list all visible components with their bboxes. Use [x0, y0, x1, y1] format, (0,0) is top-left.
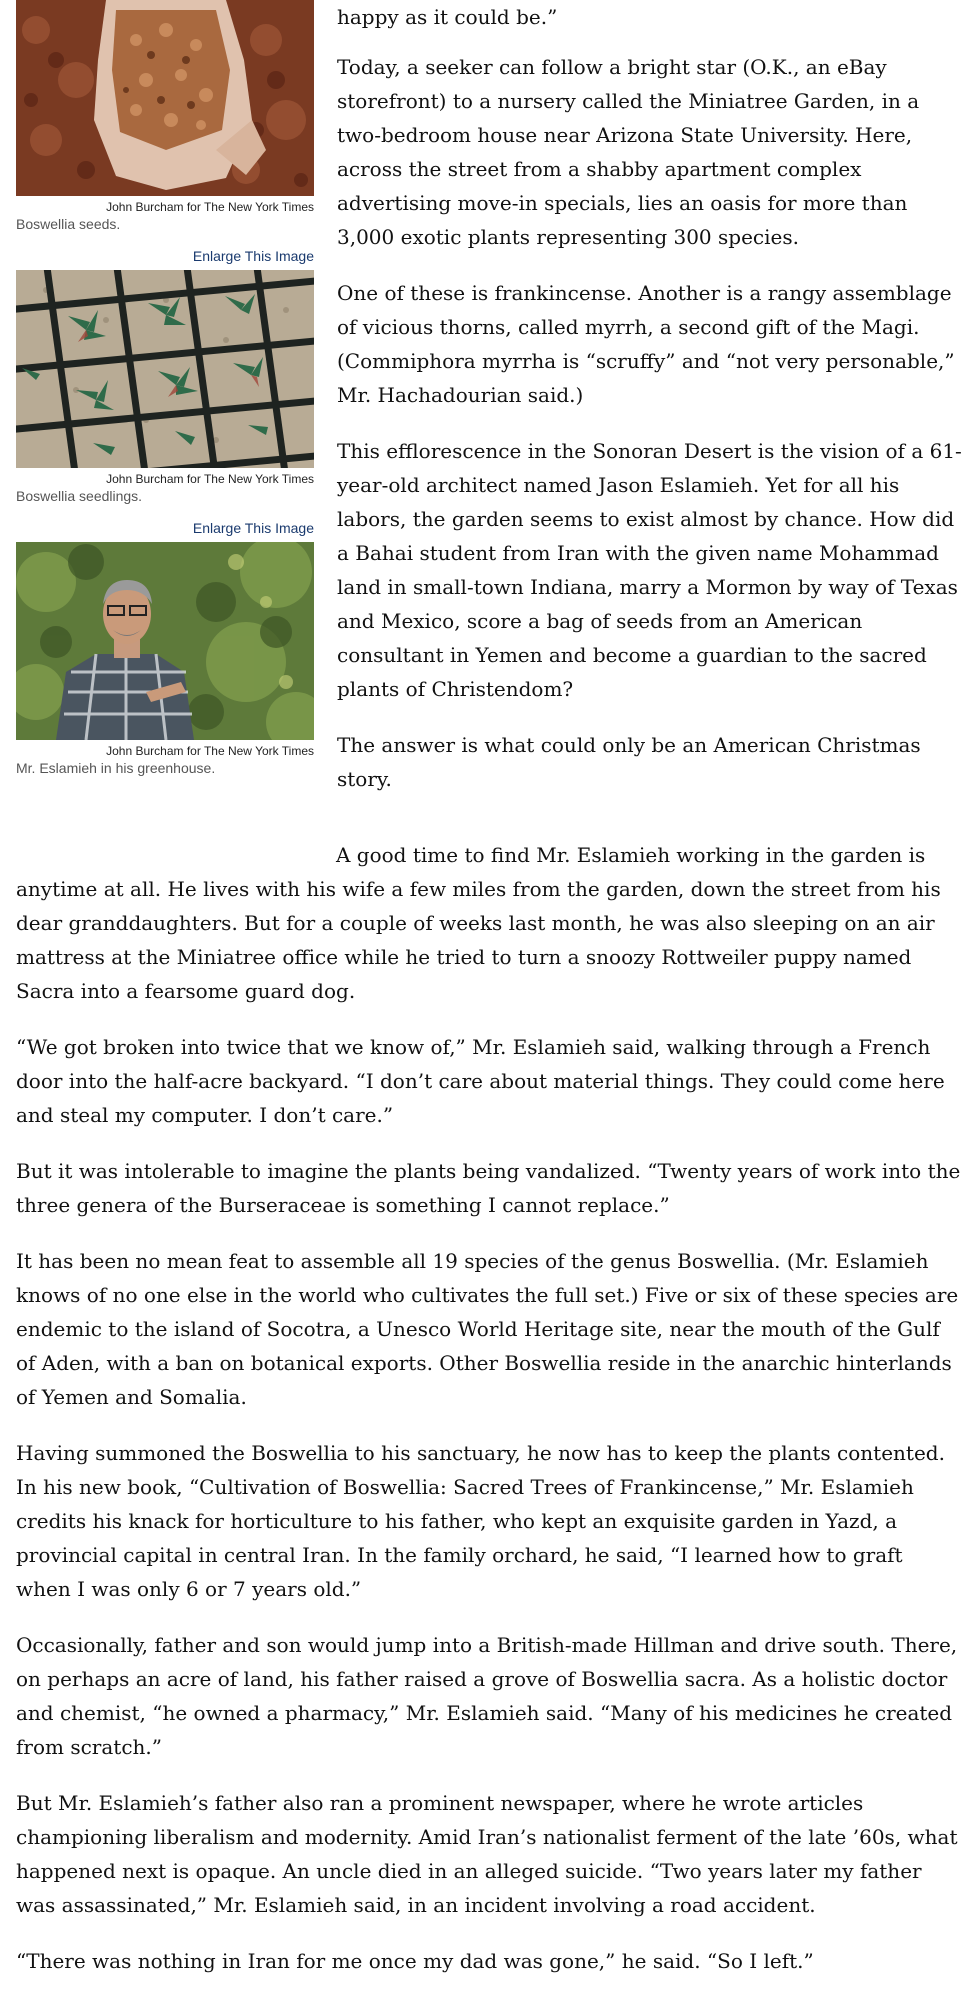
paragraph: The answer is what could only be an American Christmas story.: [337, 733, 921, 791]
enlarge-image-link[interactable]: Enlarge This Image: [192, 520, 314, 536]
figure-seedlings: [16, 248, 316, 504]
enlarge-image-link[interactable]: Enlarge This Image: [192, 248, 314, 264]
photo-caption: Boswellia seeds.: [16, 216, 121, 232]
paragraph: But Mr. Eslamieh’s father also ran a prominent newspaper, where he wrote articles championing liberalism and modernity. Amid Iran’s nationalist ferment of the late ’60s, what happened next is opaque. An uncle died in an alleged suicide. “Two years later my father was assassinated,” Mr. Eslamieh said, in an incident involving a road accident.: [16, 1791, 958, 1917]
paragraph: But it was intolerable to imagine the plants being vandalized. “Twenty years of work into the three genera of the Burseraceae is something I cannot replace.”: [16, 1159, 961, 1217]
paragraph: One of these is frankincense. Another is a rangy assemblage of vicious thorns, called myrrh, a second gift of the Magi. (Commiphora myrrha is “scruffy” and “not very personable,” Mr. Hachadourian said.): [337, 281, 955, 407]
man-in-greenhouse-image: [16, 542, 314, 740]
photo-caption: Mr. Eslamieh in his greenhouse.: [16, 760, 216, 776]
photo-sidebar: [16, 0, 316, 776]
paragraph: Having summoned the Boswellia to his sanctuary, he now has to keep the plants contented. In his new book, “Cultivation of Boswellia: Sacred Trees of Frankincense,” Mr. Eslamieh credits his knack for horticulture to his father, who kept an exquisite garden in Yazd, a provincial capital in central Iran. In the family orchard, he said, “I learned how to graft when I was only 6 or 7 years old.”: [16, 1441, 945, 1601]
photo-credit: John Burcham for The New York Times: [106, 472, 314, 486]
seedling-tray-image: [16, 270, 314, 468]
paragraph: “We got broken into twice that we know of,” Mr. Eslamieh said, walking through a French door into the half-acre backyard. “I don’t care about material things. They could come here and steal my computer. I don’t care.”: [16, 1035, 945, 1127]
paragraph: “There was nothing in Iran for me once my dad was gone,” he said. “So I left.”: [16, 1949, 814, 1973]
paragraph: happy as it could be.”: [337, 5, 558, 29]
figure-greenhouse: [16, 520, 316, 776]
hand-holding-seeds-photo[interactable]: [16, 0, 314, 196]
article-body-text: [16, 838, 961, 1990]
paragraph: Today, a seeker can follow a bright star (O.K., an eBay storefront) to a nursery called the Miniatree Garden, in a two-bedroom house near Arizona State University. Here, across the street from a shabby apartment complex advertising move-in specials, lies an oasis for more than 3,000 exotic plants representing 300 species.: [337, 55, 920, 249]
paragraph: Occasionally, father and son would jump into a British-made Hillman and drive south. There, on perhaps an acre of land, his father raised a grove of Boswellia sacra. As a holistic doctor and chemist, “he owned a pharmacy,” Mr. Eslamieh said. “Many of his medicines he created from scratch.”: [16, 1633, 958, 1759]
paragraph: This efflorescence in the Sonoran Desert is the vision of a 61-year-old architect named Jason Eslamieh. Yet for all his labors, the garden seems to exist almost by chance. How did a Bahai student from Iran with the given name Mohammad land in small-town Indiana, marry a Mormon by way of Texas and Mexico, score a bag of seeds from an American consultant in Yemen and become a guardian to the sacred plants of Christendom?: [337, 439, 962, 701]
hand-holding-seeds-image: [16, 0, 314, 196]
seedling-tray-photo[interactable]: [16, 270, 314, 468]
paragraph: It has been no mean feat to assemble all 19 species of the genus Boswellia. (Mr. Eslamieh knows of no one else in the world who cultivates the full set.) Five or six of these species are endemic to the island of Socotra, a Unesco World Heritage site, near the mouth of the Gulf of Aden, with a ban on botanical exports. Other Boswellia reside in the anarchic hinterlands of Yemen and Somalia.: [16, 1249, 959, 1409]
figure-seeds: [16, 0, 316, 232]
man-in-greenhouse-photo[interactable]: [16, 542, 314, 740]
article-column-text: [337, 0, 962, 808]
paragraph: A good time to find Mr. Eslamieh working in the garden is anytime at all. He lives with his wife a few miles from the garden, down the street from his dear granddaughters. But for a couple of weeks last month, he was also sleeping on an air mattress at the Miniatree office while he tried to turn a snoozy Rottweiler puppy named Sacra into a fearsome guard dog.: [16, 843, 941, 1003]
photo-caption: Boswellia seedlings.: [16, 488, 143, 504]
photo-credit: John Burcham for The New York Times: [106, 200, 314, 214]
photo-credit: John Burcham for The New York Times: [106, 744, 314, 758]
